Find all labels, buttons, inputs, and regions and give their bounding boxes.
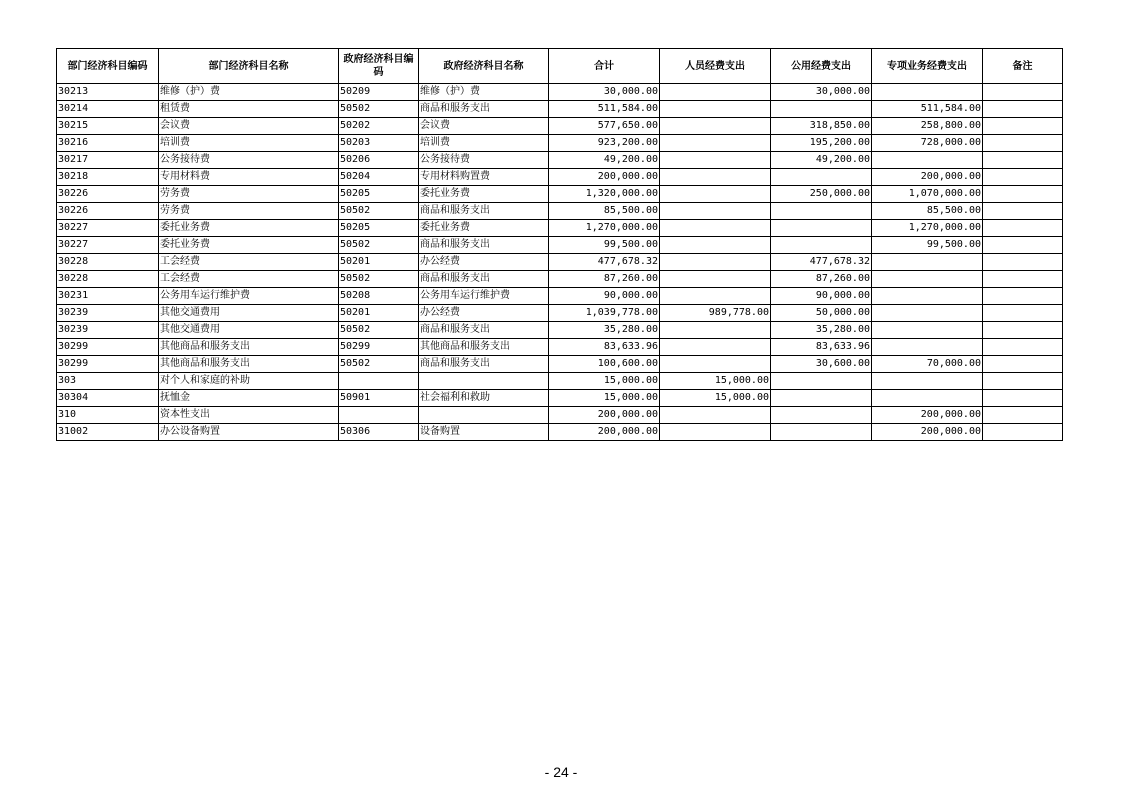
budget-table	[56, 48, 1063, 441]
cell-gov-name	[419, 373, 549, 390]
table-row	[57, 135, 1063, 152]
table-row	[57, 407, 1063, 424]
cell-special: 258,800.00	[872, 118, 983, 135]
cell-dept-name: 工会经费	[159, 271, 339, 288]
cell-note	[983, 305, 1063, 322]
cell-special	[872, 305, 983, 322]
cell-dept-code: 30214	[57, 101, 159, 118]
cell-gov-code: 50502	[339, 356, 419, 373]
cell-special	[872, 84, 983, 101]
cell-dept-name: 工会经费	[159, 254, 339, 271]
cell-public: 318,850.00	[771, 118, 872, 135]
cell-gov-name: 维修（护）费	[419, 84, 549, 101]
cell-note	[983, 203, 1063, 220]
cell-public: 35,280.00	[771, 322, 872, 339]
header-dept-name: 部门经济科目名称	[159, 49, 339, 84]
cell-total: 100,600.00	[549, 356, 660, 373]
cell-gov-name: 办公经费	[419, 305, 549, 322]
cell-note	[983, 373, 1063, 390]
cell-special: 200,000.00	[872, 424, 983, 441]
cell-note	[983, 322, 1063, 339]
cell-gov-code: 50209	[339, 84, 419, 101]
cell-total: 200,000.00	[549, 169, 660, 186]
cell-public: 30,000.00	[771, 84, 872, 101]
cell-special	[872, 254, 983, 271]
cell-dept-code: 30239	[57, 322, 159, 339]
cell-note	[983, 390, 1063, 407]
cell-gov-name: 培训费	[419, 135, 549, 152]
cell-special: 200,000.00	[872, 407, 983, 424]
cell-note	[983, 220, 1063, 237]
cell-gov-code	[339, 407, 419, 424]
cell-dept-name: 其他交通费用	[159, 305, 339, 322]
cell-dept-name: 专用材料费	[159, 169, 339, 186]
cell-public: 195,200.00	[771, 135, 872, 152]
header-personnel: 人员经费支出	[660, 49, 771, 84]
table-row	[57, 356, 1063, 373]
header-special: 专项业务经费支出	[872, 49, 983, 84]
cell-personnel	[660, 203, 771, 220]
cell-public: 49,200.00	[771, 152, 872, 169]
table-row	[57, 254, 1063, 271]
cell-gov-code: 50201	[339, 305, 419, 322]
cell-special: 70,000.00	[872, 356, 983, 373]
cell-dept-name: 对个人和家庭的补助	[159, 373, 339, 390]
cell-gov-name: 其他商品和服务支出	[419, 339, 549, 356]
cell-total: 30,000.00	[549, 84, 660, 101]
cell-gov-code: 50201	[339, 254, 419, 271]
cell-special	[872, 390, 983, 407]
cell-total: 85,500.00	[549, 203, 660, 220]
cell-public	[771, 220, 872, 237]
cell-dept-code: 30228	[57, 254, 159, 271]
cell-gov-name: 商品和服务支出	[419, 203, 549, 220]
cell-total: 15,000.00	[549, 390, 660, 407]
cell-dept-name: 会议费	[159, 118, 339, 135]
cell-public: 477,678.32	[771, 254, 872, 271]
cell-total: 200,000.00	[549, 407, 660, 424]
cell-dept-code: 30299	[57, 339, 159, 356]
table-row	[57, 169, 1063, 186]
table-row	[57, 305, 1063, 322]
cell-gov-name: 公务用车运行维护费	[419, 288, 549, 305]
cell-gov-name: 委托业务费	[419, 186, 549, 203]
cell-personnel	[660, 254, 771, 271]
cell-total: 1,039,778.00	[549, 305, 660, 322]
cell-special	[872, 152, 983, 169]
cell-dept-name: 抚恤金	[159, 390, 339, 407]
cell-public	[771, 424, 872, 441]
table-row	[57, 84, 1063, 101]
cell-special	[872, 339, 983, 356]
header-total: 合计	[549, 49, 660, 84]
cell-public	[771, 373, 872, 390]
cell-total: 200,000.00	[549, 424, 660, 441]
cell-gov-name: 商品和服务支出	[419, 271, 549, 288]
cell-gov-name: 专用材料购置费	[419, 169, 549, 186]
cell-total: 1,270,000.00	[549, 220, 660, 237]
cell-personnel	[660, 118, 771, 135]
cell-dept-code: 310	[57, 407, 159, 424]
header-dept-code: 部门经济科目编码	[57, 49, 159, 84]
cell-special: 200,000.00	[872, 169, 983, 186]
cell-total: 15,000.00	[549, 373, 660, 390]
cell-dept-name: 公务用车运行维护费	[159, 288, 339, 305]
cell-special	[872, 373, 983, 390]
cell-special: 728,000.00	[872, 135, 983, 152]
cell-gov-name: 设备购置	[419, 424, 549, 441]
cell-gov-code: 50202	[339, 118, 419, 135]
cell-personnel: 15,000.00	[660, 373, 771, 390]
cell-dept-code: 30227	[57, 237, 159, 254]
cell-dept-name: 维修（护）费	[159, 84, 339, 101]
cell-personnel	[660, 356, 771, 373]
table-row	[57, 101, 1063, 118]
cell-gov-name: 公务接待费	[419, 152, 549, 169]
cell-dept-code: 30215	[57, 118, 159, 135]
cell-personnel: 989,778.00	[660, 305, 771, 322]
cell-note	[983, 288, 1063, 305]
cell-note	[983, 152, 1063, 169]
table-row	[57, 390, 1063, 407]
cell-special: 99,500.00	[872, 237, 983, 254]
table-header-row	[57, 49, 1063, 84]
cell-special	[872, 271, 983, 288]
cell-public: 90,000.00	[771, 288, 872, 305]
cell-gov-name	[419, 407, 549, 424]
cell-total: 923,200.00	[549, 135, 660, 152]
cell-dept-code: 30216	[57, 135, 159, 152]
cell-public	[771, 169, 872, 186]
cell-dept-code: 303	[57, 373, 159, 390]
cell-dept-code: 30213	[57, 84, 159, 101]
cell-gov-code: 50299	[339, 339, 419, 356]
cell-gov-name: 商品和服务支出	[419, 101, 549, 118]
table-row	[57, 203, 1063, 220]
table-row	[57, 373, 1063, 390]
header-gov-code: 政府经济科目编码	[339, 49, 419, 84]
cell-gov-code: 50203	[339, 135, 419, 152]
cell-gov-name: 商品和服务支出	[419, 237, 549, 254]
cell-dept-code: 31002	[57, 424, 159, 441]
cell-total: 87,260.00	[549, 271, 660, 288]
header-public: 公用经费支出	[771, 49, 872, 84]
cell-gov-name: 社会福利和救助	[419, 390, 549, 407]
cell-gov-code: 50205	[339, 186, 419, 203]
cell-personnel: 15,000.00	[660, 390, 771, 407]
cell-total: 99,500.00	[549, 237, 660, 254]
cell-public	[771, 390, 872, 407]
cell-gov-code: 50204	[339, 169, 419, 186]
cell-note	[983, 237, 1063, 254]
cell-personnel	[660, 220, 771, 237]
cell-note	[983, 424, 1063, 441]
cell-personnel	[660, 424, 771, 441]
cell-public: 30,600.00	[771, 356, 872, 373]
cell-note	[983, 339, 1063, 356]
cell-dept-name: 劳务费	[159, 186, 339, 203]
header-gov-name: 政府经济科目名称	[419, 49, 549, 84]
cell-public	[771, 237, 872, 254]
cell-dept-code: 30239	[57, 305, 159, 322]
cell-total: 90,000.00	[549, 288, 660, 305]
page-number: - 24 -	[544, 764, 578, 780]
cell-personnel	[660, 152, 771, 169]
cell-dept-name: 公务接待费	[159, 152, 339, 169]
cell-total: 1,320,000.00	[549, 186, 660, 203]
cell-personnel	[660, 169, 771, 186]
table-row	[57, 271, 1063, 288]
cell-note	[983, 135, 1063, 152]
cell-dept-name: 资本性支出	[159, 407, 339, 424]
cell-gov-code: 50206	[339, 152, 419, 169]
table-row	[57, 118, 1063, 135]
cell-special: 1,070,000.00	[872, 186, 983, 203]
cell-dept-code: 30226	[57, 186, 159, 203]
cell-gov-name: 办公经费	[419, 254, 549, 271]
cell-gov-code: 50205	[339, 220, 419, 237]
cell-note	[983, 254, 1063, 271]
cell-dept-name: 培训费	[159, 135, 339, 152]
cell-special	[872, 288, 983, 305]
cell-special	[872, 322, 983, 339]
cell-note	[983, 118, 1063, 135]
cell-personnel	[660, 407, 771, 424]
table-row	[57, 339, 1063, 356]
cell-total: 577,650.00	[549, 118, 660, 135]
cell-special: 85,500.00	[872, 203, 983, 220]
cell-note	[983, 407, 1063, 424]
header-note: 备注	[983, 49, 1063, 84]
table-row	[57, 152, 1063, 169]
table-row	[57, 424, 1063, 441]
cell-personnel	[660, 339, 771, 356]
cell-total: 477,678.32	[549, 254, 660, 271]
cell-public	[771, 203, 872, 220]
cell-dept-name: 其他商品和服务支出	[159, 339, 339, 356]
cell-dept-code: 30218	[57, 169, 159, 186]
cell-note	[983, 84, 1063, 101]
table-row	[57, 237, 1063, 254]
cell-dept-name: 其他商品和服务支出	[159, 356, 339, 373]
cell-gov-name: 会议费	[419, 118, 549, 135]
cell-personnel	[660, 288, 771, 305]
cell-gov-code: 50502	[339, 237, 419, 254]
cell-public: 83,633.96	[771, 339, 872, 356]
cell-total: 35,280.00	[549, 322, 660, 339]
cell-dept-name: 其他交通费用	[159, 322, 339, 339]
cell-dept-code: 30228	[57, 271, 159, 288]
cell-personnel	[660, 101, 771, 118]
cell-personnel	[660, 186, 771, 203]
cell-gov-name: 商品和服务支出	[419, 322, 549, 339]
cell-public	[771, 407, 872, 424]
cell-gov-code: 50502	[339, 322, 419, 339]
cell-gov-code: 50306	[339, 424, 419, 441]
cell-special: 511,584.00	[872, 101, 983, 118]
cell-total: 49,200.00	[549, 152, 660, 169]
cell-dept-name: 租赁费	[159, 101, 339, 118]
cell-dept-code: 30226	[57, 203, 159, 220]
cell-dept-code: 30304	[57, 390, 159, 407]
cell-dept-code: 30231	[57, 288, 159, 305]
cell-gov-code: 50208	[339, 288, 419, 305]
cell-note	[983, 356, 1063, 373]
cell-gov-name: 委托业务费	[419, 220, 549, 237]
cell-public	[771, 101, 872, 118]
cell-dept-code: 30227	[57, 220, 159, 237]
cell-gov-code: 50502	[339, 101, 419, 118]
cell-total: 511,584.00	[549, 101, 660, 118]
table-row	[57, 288, 1063, 305]
cell-total: 83,633.96	[549, 339, 660, 356]
cell-gov-name: 商品和服务支出	[419, 356, 549, 373]
cell-dept-name: 委托业务费	[159, 237, 339, 254]
table-row	[57, 220, 1063, 237]
cell-personnel	[660, 322, 771, 339]
cell-personnel	[660, 237, 771, 254]
cell-dept-code: 30217	[57, 152, 159, 169]
cell-dept-name: 委托业务费	[159, 220, 339, 237]
cell-personnel	[660, 135, 771, 152]
cell-special: 1,270,000.00	[872, 220, 983, 237]
cell-public: 250,000.00	[771, 186, 872, 203]
cell-note	[983, 186, 1063, 203]
cell-gov-code: 50502	[339, 271, 419, 288]
cell-note	[983, 169, 1063, 186]
cell-gov-code	[339, 373, 419, 390]
cell-gov-code: 50901	[339, 390, 419, 407]
cell-dept-name: 办公设备购置	[159, 424, 339, 441]
cell-note	[983, 271, 1063, 288]
table-row	[57, 186, 1063, 203]
cell-dept-code: 30299	[57, 356, 159, 373]
cell-personnel	[660, 271, 771, 288]
cell-public: 87,260.00	[771, 271, 872, 288]
table-row	[57, 322, 1063, 339]
cell-public: 50,000.00	[771, 305, 872, 322]
cell-note	[983, 101, 1063, 118]
table-body	[57, 84, 1063, 441]
cell-dept-name: 劳务费	[159, 203, 339, 220]
cell-gov-code: 50502	[339, 203, 419, 220]
cell-personnel	[660, 84, 771, 101]
